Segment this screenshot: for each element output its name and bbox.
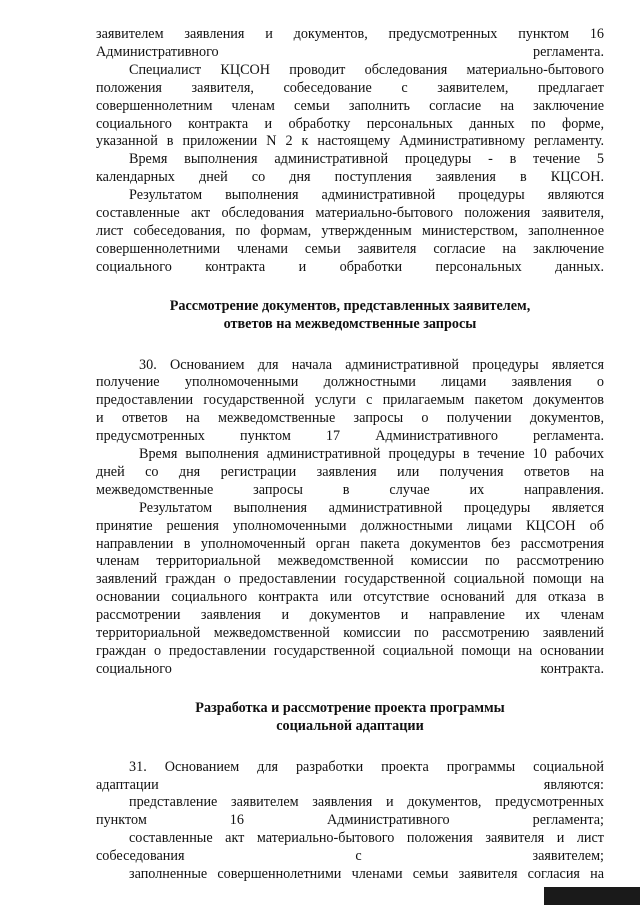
paragraph-time-limit: Время выполнения административной процедуры - в течение 5 календарных дней со дня поступления заявления в КЦСОН. xyxy=(96,151,604,186)
section-program xyxy=(96,759,604,884)
scan-edge-shadow xyxy=(544,887,640,905)
paragraph-result: Результатом выполнения административной процедуры являются составленные акт обследования материально-бытового положения заявителя, лист собеседования, по формам, утвержденным министерством, заполненное совершеннолетними членами семьи заявителя согласие на заключение социального контракта и обработки персональных данных. xyxy=(96,187,604,275)
paragraph-result: Результатом выполнения административной процедуры является принятие решения уполномоченными должностными лицами КЦСОН об направлении в уполномоченный орган пакета документов без рассмотрения членам территориальной межведомственной комиссии по рассмотрению заявлений граждан о предоставлении государственной социальной помощи на основании социального контракта или отсутствие оснований для отказа в рассмотрении заявления и документов и направление их членам территориальной межведомственной комиссии по рассмотрению заявлений граждан о предоставлении государственной социальной помощи на основании социального контракта. xyxy=(96,499,604,677)
paragraph-survey: Специалист КЦСОН проводит обследования материально-бытового положения заявителя, собеседование с заявителем, предлагает совершеннолетним членам семьи заполнить согласие на заключение социального контракта и обработку персональных данных по форме, указанной в приложении N 2 к настоящему Административному регламенту. xyxy=(96,61,604,150)
list-item-consent: заполненные совершеннолетними членами семьи заявителя согласия на xyxy=(129,866,604,883)
section-previous-procedure xyxy=(96,26,604,277)
section-review xyxy=(96,357,604,679)
paragraph-31: 31. Основанием для разработки проекта программы социальной адаптации являются: xyxy=(96,758,604,793)
paragraph-30: 30. Основанием для начала административной процедуры является получение уполномоченными должностными лицами заявления о предоставлении государственной услуги с прилагаемым пакетом документов и ответов на межведомственные запросы о получении документов, предусмотренных пунктом 17 Административного регламента. xyxy=(96,356,604,445)
document-page xyxy=(96,26,604,884)
paragraph-time-limit: Время выполнения административной процедуры в течение 10 рабочих дней со дня регистрации заявления или получения ответов на межведомственные запросы в случае их направления. xyxy=(96,446,604,498)
section-heading-program: Разработка и рассмотрение проекта программы социальной адаптации xyxy=(195,699,505,734)
section-heading-review: Рассмотрение документов, представленных заявителем, ответов на межведомственные запросы xyxy=(169,297,531,332)
list-item-survey-act: составленные акт материально-бытового положения заявителя и лист собеседования с заявителем; xyxy=(96,830,604,865)
paragraph-continuation: заявителем заявления и документов, предусмотренных пунктом 16 Административного регламента. xyxy=(96,26,604,60)
list-item-application: представление заявителем заявления и документов, предусмотренных пунктом 16 Административного регламента; xyxy=(96,794,604,829)
